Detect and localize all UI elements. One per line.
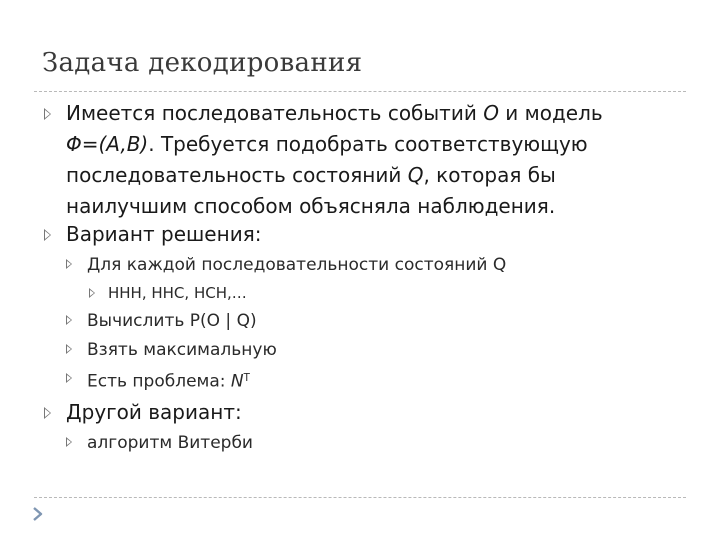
bullet-text-line: наилучшим способом объясняла наблюдения. — [66, 194, 556, 218]
sub-bullet-take-max — [87, 337, 277, 363]
triangle-right-icon — [44, 229, 51, 241]
triangle-right-icon — [66, 437, 72, 447]
footer-divider — [34, 497, 686, 498]
sub-bullet-text: Взять максимальную — [87, 340, 277, 360]
sub-bullet-text-line — [87, 366, 250, 395]
triangle-right-icon — [44, 108, 51, 120]
bullet-label: Вариант решения: — [66, 222, 262, 246]
bullet-other-variant — [66, 397, 242, 428]
bullet-label: Другой вариант: — [66, 400, 242, 424]
sub-bullet-text: Есть проблема: — [87, 371, 231, 392]
bullet-text-line — [66, 160, 603, 191]
bullet-text: . Требуется подобрать соответствующую — [148, 132, 588, 156]
triangle-right-icon — [66, 315, 72, 325]
sub-bullet-viterbi — [87, 430, 253, 456]
sub-bullet-compute-probability — [87, 308, 257, 334]
bullet-text-line — [66, 129, 603, 160]
triangle-right-icon — [44, 407, 51, 419]
slide-title: Задача декодирования — [42, 48, 363, 78]
bullet-solution-variant — [66, 219, 261, 250]
bullet-observation-sequence — [66, 98, 603, 222]
bullet-text: , которая бы — [423, 163, 556, 187]
sub-bullet-text: Вычислить P(O | Q) — [87, 311, 257, 331]
bullet-text: и модель — [498, 101, 603, 125]
variable-o: O — [483, 101, 499, 125]
variable-q: Q — [407, 163, 424, 187]
next-slide-icon[interactable] — [30, 506, 46, 522]
sub-bullet-text: Для каждой последовательности состояний Q — [87, 255, 507, 275]
variable-n: N — [230, 371, 244, 392]
sub-sub-bullet-text: HHH, HHC, HCH,… — [108, 284, 247, 302]
bullet-text-line — [66, 98, 603, 129]
sub-bullet-each-sequence — [87, 252, 506, 278]
triangle-right-icon — [66, 344, 72, 354]
sub-bullet-text: алгоритм Витерби — [87, 433, 253, 453]
triangle-right-icon — [89, 288, 95, 298]
model-formula: Φ=(A,B) — [66, 132, 149, 156]
sub-sub-bullet-sequences — [108, 281, 247, 305]
title-divider — [34, 91, 686, 92]
bullet-text: Имеется последовательность событий — [66, 101, 484, 125]
sub-bullet-problem — [87, 366, 250, 395]
triangle-right-icon — [66, 373, 72, 383]
exponent-t: T — [243, 373, 250, 384]
triangle-right-icon — [66, 259, 72, 269]
bullet-text: последовательность состояний — [66, 163, 408, 187]
